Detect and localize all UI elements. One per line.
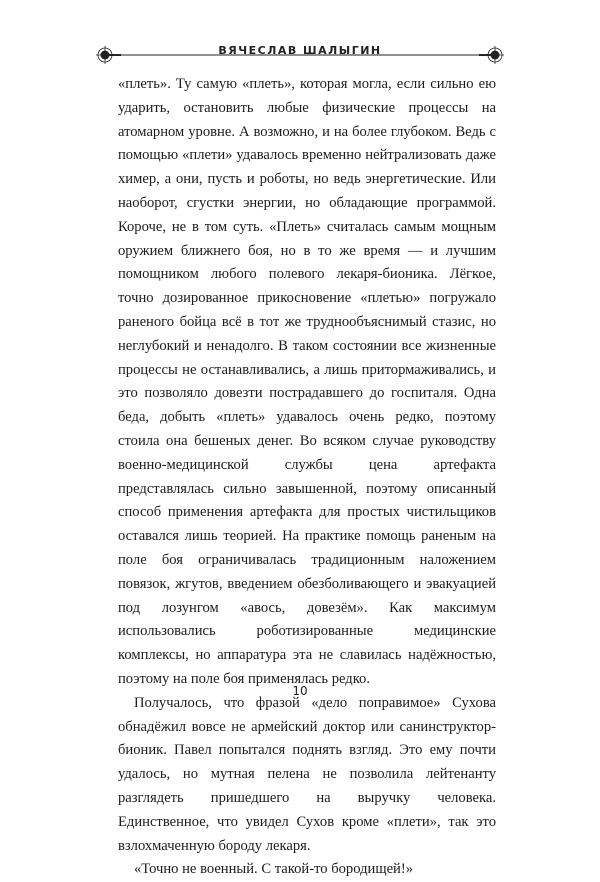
- paragraph: Получалось, что фразой «дело поправимое» Сухова обнадёжил вовсе не армейский доктор или санинструктор-бионик. Павел попытался поднять взгляд. Это ему почти удалось, но мутная пелена не позволила лейтенанту разглядеть пришедшего на выручку человека. Единственное, что увидел Сухов кроме «плети», так это взлохмаченную бороду лекаря.: [118, 694, 496, 854]
- running-title: ВЯЧЕСЛАВ ШАЛЫГИН: [218, 44, 382, 57]
- running-header: [95, 40, 505, 70]
- paragraph: «плеть». Ту самую «плеть», которая могла, если сильно ею ударить, остановить любые физические процессы на атомарном уровне. А возможно, и на более глубоком. Ведь с помощью «плети» удавалось временно нейтрализовать даже химер, а они, пусть и роботы, но ведь энергетические. Или наоборот, сгустки энергии, но обладающие программой. Короче, не в том суть. «Плеть» считалась самым мощным оружием ближнего боя, но в то же время — и лучшим помощником любого полевого лекаря-бионика. Лёгкое, точно дозированное прикосновение «плетью» погружало раненого бойца всё в тот же труднообъяснимый стазис, но неглубокий и ненадолго. В таком состоянии все жизненные процессы не останавливались, а лишь притормаживались, и это позволяло довезти пострадавшего до госпиталя. Одна беда, добыть «плеть» удавалось очень редко, поэтому стоила она бешеных денег. Во всяком случае руководству военно-медицинской службы цена артефакта представлялась сильно завышенной, поэтому описанный способ применения артефакта для простых чистильщиков оставался лишь теорией. На практике помощь раненым на поле боя ограничивалась традиционным наложением повязок, жгутов, введением обезболивающего и эвакуацией под лозунгом «авось, довезём». Как максимум использовались роботизированные медицинские комплексы, но аппаратура эта не славилась надёжностью, поэтому на поле боя применялась редко.: [118, 76, 496, 687]
- body-text: [118, 73, 496, 882]
- page-number: 10: [292, 684, 308, 698]
- paragraph: «Точно не военный. С такой-то бородищей!»: [134, 861, 414, 878]
